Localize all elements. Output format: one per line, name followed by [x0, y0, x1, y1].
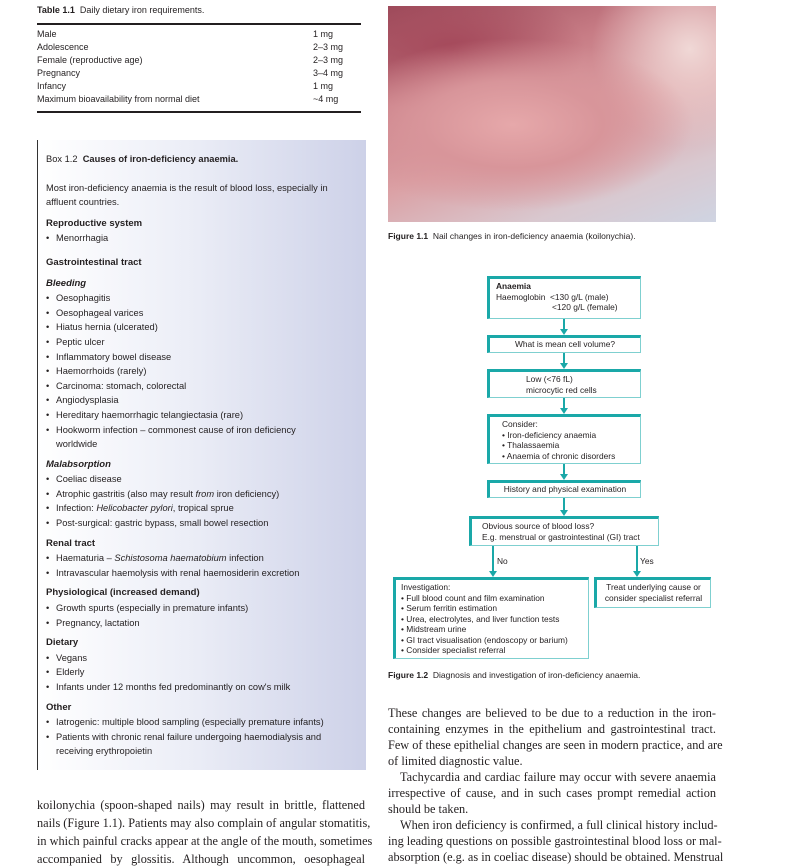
list-item: • Hiatus hernia (ulcerated) [46, 320, 358, 335]
text-line: koilonychia (spoon-shaped nails) may result in brittle, flattened [37, 798, 365, 812]
table-row: Pregnancy 3–4 mg [37, 68, 344, 78]
figure-1-1-caption: Figure 1.1 Nail changes in iron-deficiency anaemia (koilonychia). [388, 231, 636, 241]
list-item: • Haematuria – Schistosoma haematobium infection [46, 551, 358, 566]
list-item: • Oesophageal varices [46, 306, 358, 321]
list-item: • Infants under 12 months fed predominantly on cow's milk [46, 680, 358, 695]
text-line: Tachycardia and cardiac failure may occur with severe anaemia [400, 770, 716, 784]
text-line: ing leading questions on possible gastrointestinal blood loss or mal- [388, 834, 722, 848]
text-line: of limited diagnostic value. [388, 754, 523, 768]
list-item: • Iatrogenic: multiple blood sampling (especially premature infants) [46, 715, 358, 730]
text-line: nails (Figure 1.1). Patients may also complain of angular stomatitis, [37, 816, 371, 830]
flow-box-low-mcv: Low (<76 fL) microcytic red cells [487, 369, 641, 398]
koilonychia-photo [388, 6, 716, 222]
list-item: • Patients with chronic renal failure undergoing haemodialysis and receiving erythropoietin [46, 730, 358, 759]
list-item: • Hookworm infection – commonest cause of iron deficiency worldwide [46, 423, 358, 452]
list-item: • Peptic ulcer [46, 335, 358, 350]
table-row: Female (reproductive age) 2–3 mg [37, 55, 344, 65]
section-heading: Gastrointestinal tract [46, 256, 142, 268]
text-line: in which painful cracks appear at the angle of the mouth, sometimes [37, 834, 373, 848]
box-causes [37, 140, 366, 770]
subsection-heading: Bleeding [46, 277, 87, 289]
list-item: • Coeliac disease [46, 472, 358, 487]
table-top-rule [37, 23, 361, 25]
section-heading: Physiological (increased demand) [46, 587, 200, 599]
subsection-heading: Malabsorption [46, 458, 111, 470]
branch-label-no: No [497, 556, 508, 566]
text-line: containing enzymes in the epithelium and gastrointestinal tract. [388, 722, 716, 736]
list-item: • Post-surgical: gastric bypass, small bowel resection [46, 516, 358, 531]
section-heading: Dietary [46, 637, 79, 649]
flow-box-treat: Treat underlying cause or consider specialist referral [594, 577, 711, 608]
text-line: Few of these epithelial changes are seen in modern practice, and are [388, 738, 723, 752]
table-row: Male 1 mg [37, 29, 334, 39]
flow-box-blood-loss: Obvious source of blood loss? E.g. menstrual or gastrointestinal (GI) tract [469, 516, 659, 546]
list-item: • Inflammatory bowel disease [46, 350, 358, 365]
list-item: • Menorrhagia [46, 231, 358, 246]
table-caption: Table 1.1 Daily dietary iron requirements. [37, 5, 205, 15]
table-row: Maximum bioavailability from normal diet ~4 mg [37, 94, 339, 104]
body-text-left [37, 796, 373, 867]
list-item: • Growth spurts (especially in premature infants) [46, 601, 358, 616]
list-item: • Pregnancy, lactation [46, 616, 358, 631]
box-intro: Most iron-deficiency anaemia is the result of blood loss, especially in affluent countries. [46, 182, 328, 208]
section-heading: Reproductive system [46, 217, 143, 229]
list-item: • Hereditary haemorrhagic telangiectasia (rare) [46, 408, 358, 423]
text-line: These changes are believed to be due to a reduction in the iron- [388, 706, 716, 720]
flow-box-investigation: Investigation: • Full blood count and film examination • Serum ferritin estimation • Urea, electrolytes, and liver function tests • Midstream urine • GI tract visualisation (endoscopy or barium) • Consider specialist referral [393, 577, 589, 659]
text-line: should be taken. [388, 802, 469, 816]
section-heading: Renal tract [46, 537, 96, 549]
list-item: • Infection: Helicobacter pylori, tropical sprue [46, 501, 358, 516]
list-item: • Carcinoma: stomach, colorectal [46, 379, 358, 394]
flow-box-consider: Consider: • Iron-deficiency anaemia • Thalassaemia • Anaemia of chronic disorders [487, 414, 641, 464]
flow-box-mcv: What is mean cell volume? [487, 335, 641, 353]
text-line: When iron deficiency is confirmed, a full clinical history includ- [400, 818, 718, 832]
text-line: irrespective of cause, and in such cases prompt remedial action [388, 786, 716, 800]
text-line: absorption (e.g. as in coeliac disease) should be obtained. Menstrual [388, 850, 724, 864]
list-item: • Oesophagitis [46, 291, 358, 306]
branch-label-yes: Yes [640, 556, 654, 566]
list-item: • Intravascular haemolysis with renal haemosiderin excretion [46, 566, 358, 581]
table-row: Adolescence 2–3 mg [37, 42, 344, 52]
list-item: • Atrophic gastritis (also may result from iron deficiency) [46, 487, 358, 502]
list-item: • Angiodysplasia [46, 393, 358, 408]
table-bottom-rule [37, 111, 361, 113]
text-line: accompanied by glossitis. Although uncommon, oesophageal [37, 852, 365, 866]
flow-box-history: History and physical examination [487, 480, 641, 498]
flow-box-anaemia: Anaemia Haemoglobin <130 g/L (male) <120 g/L (female) [487, 276, 641, 319]
list-item: • Haemorrhoids (rarely) [46, 364, 358, 379]
list-item: • Vegans [46, 651, 358, 666]
list-item: • Elderly [46, 665, 358, 680]
table-row: Infancy 1 mg [37, 81, 334, 91]
section-heading: Other [46, 701, 72, 713]
figure-1-2-caption: Figure 1.2 Diagnosis and investigation of iron-deficiency anaemia. [388, 670, 641, 680]
body-text-right [388, 705, 724, 865]
box-title: Box 1.2 Causes of iron-deficiency anaemia. [46, 154, 239, 164]
